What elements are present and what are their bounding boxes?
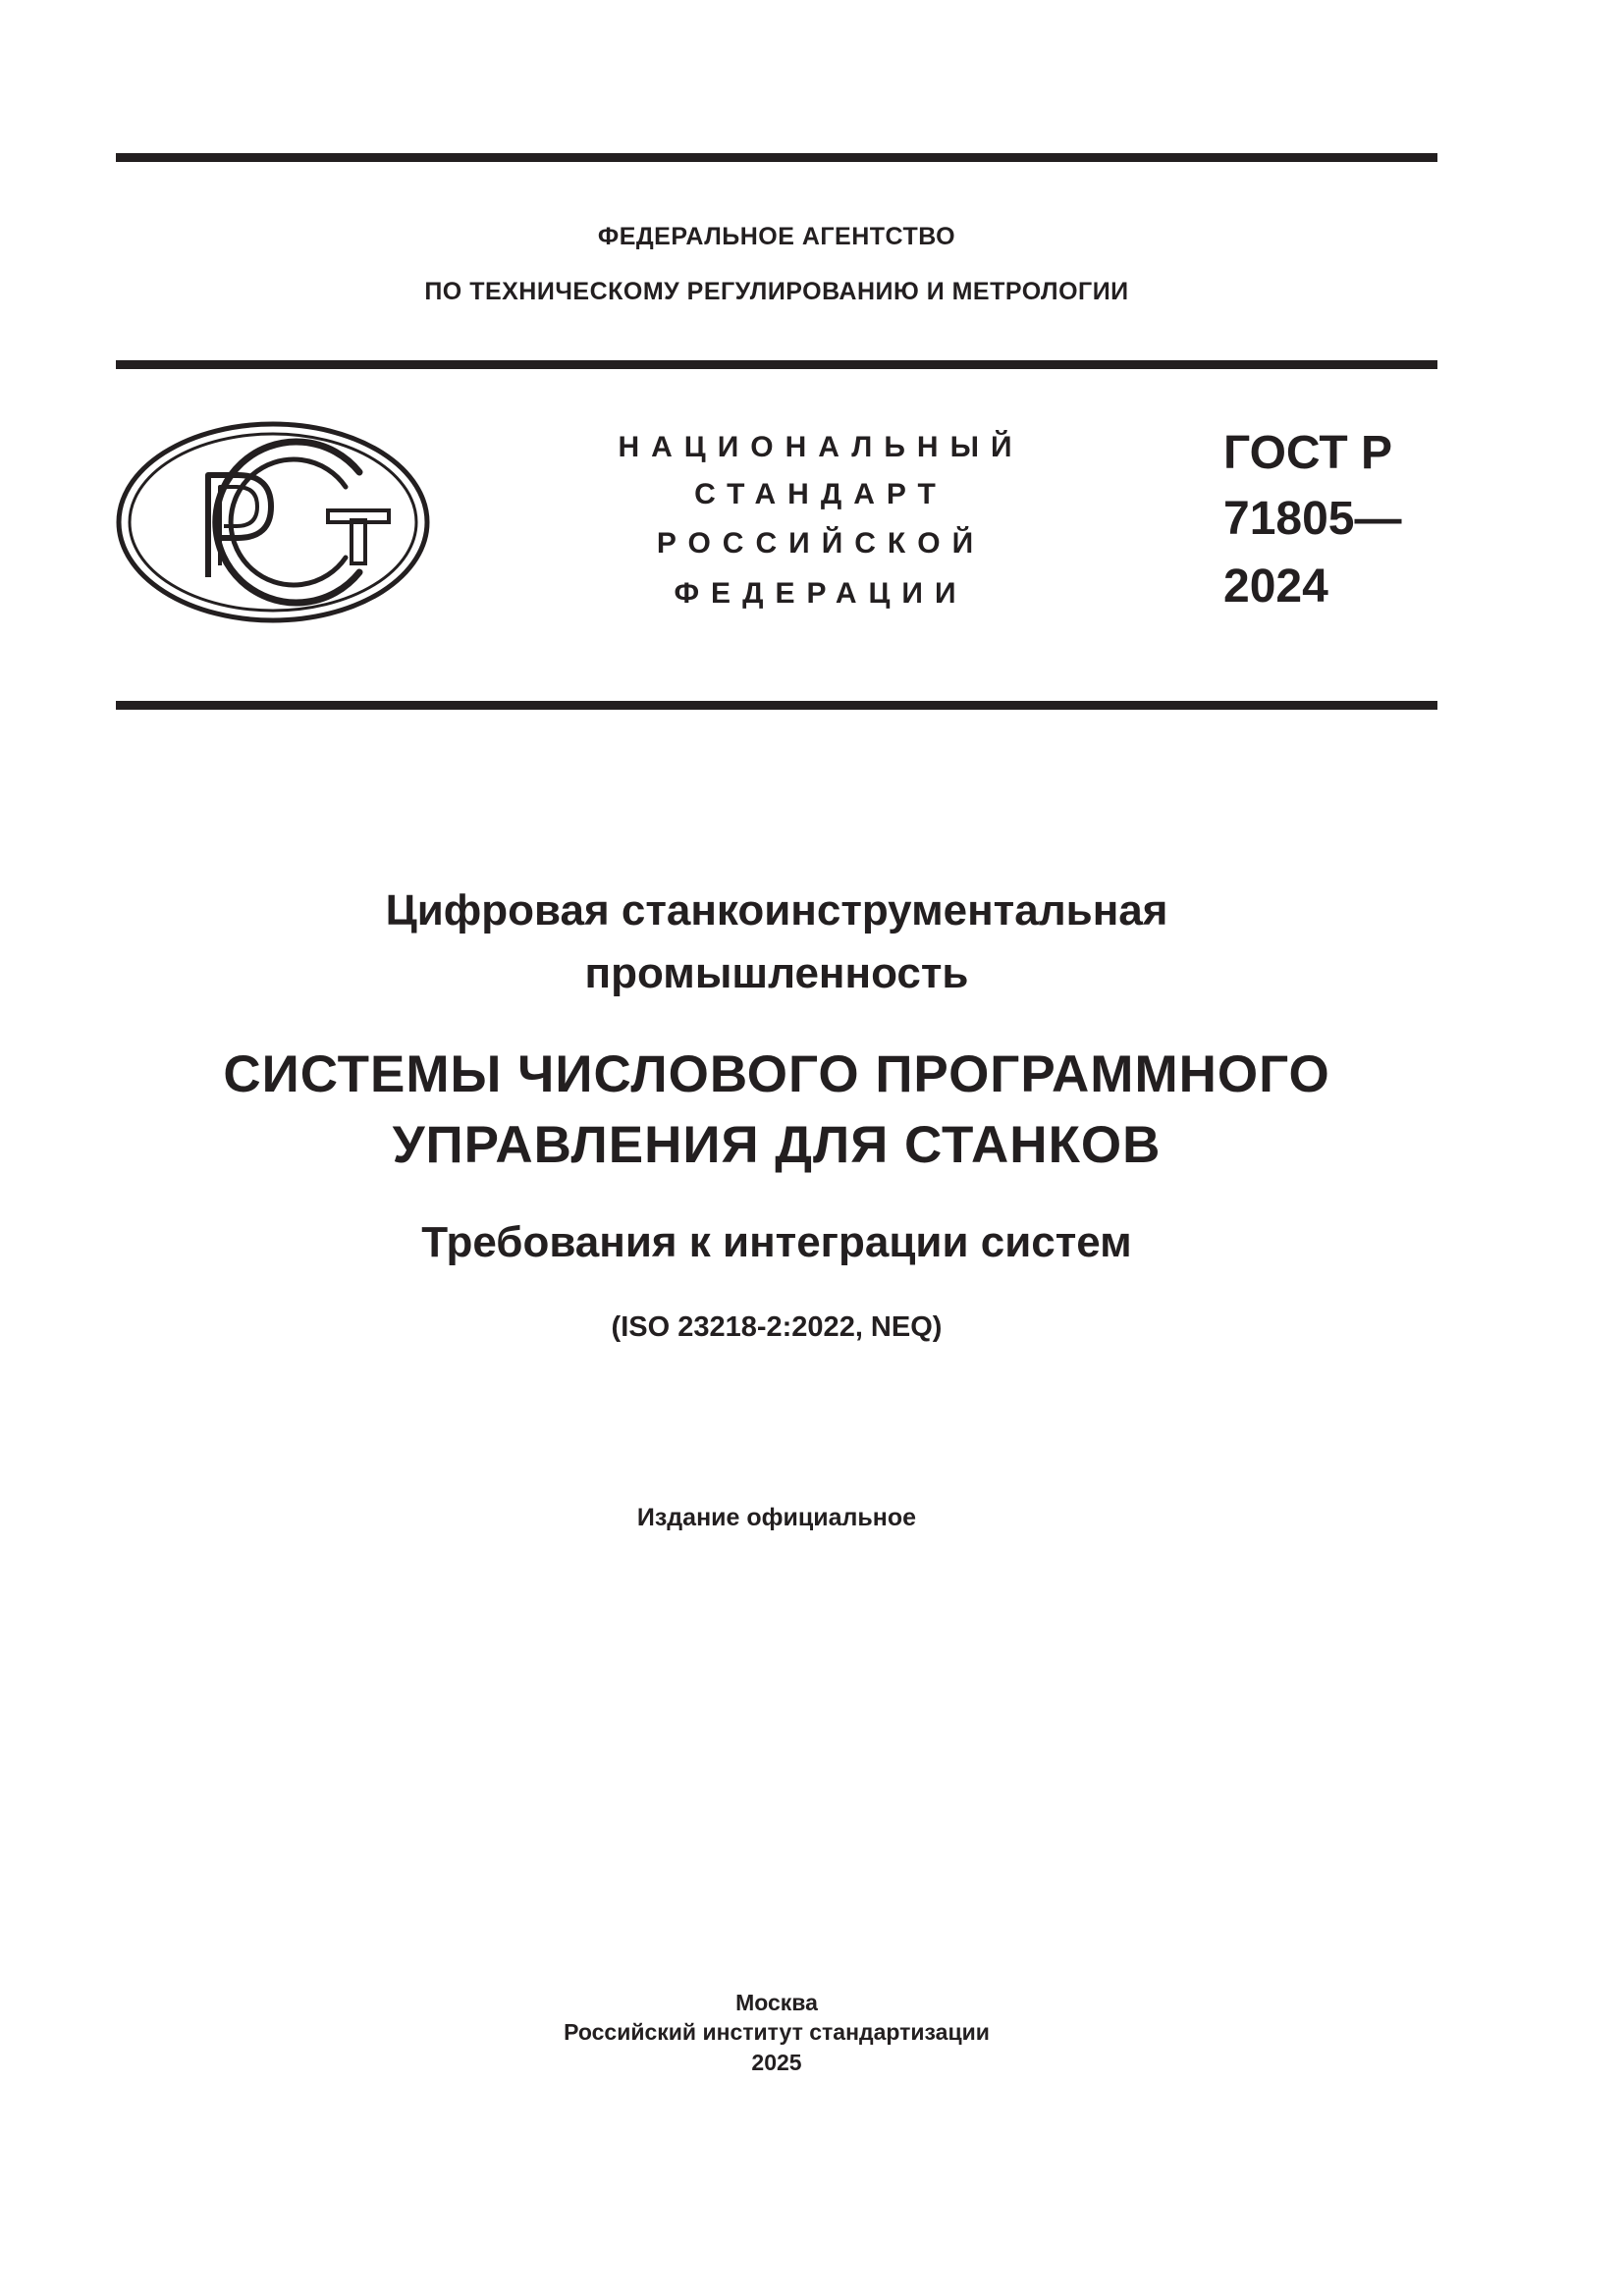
imprint-year: 2025 <box>751 2050 802 2075</box>
title-group-line-1: Цифровая станкоинструментальная <box>385 886 1168 934</box>
national-standard-line-1: НАЦИОНАЛЬНЫЙ <box>618 431 1024 463</box>
subtitle: Требования к интеграции систем <box>421 1218 1132 1266</box>
national-standard-line-3: РОССИЙСКОЙ <box>656 527 986 560</box>
agency-name-line-1: ФЕДЕРАЛЬНОЕ АГЕНТСТВО <box>597 223 956 250</box>
top-divider <box>116 153 1437 162</box>
standard-designation-line-3: 2024 <box>1223 561 1328 613</box>
national-standard-line-4: ФЕДЕРАЦИИ <box>674 577 968 610</box>
edition-label: Издание официальное <box>636 1504 917 1531</box>
rst-certification-logo-icon <box>114 418 432 626</box>
header-divider <box>116 360 1437 369</box>
title-group-line-2: промышленность <box>584 949 969 997</box>
standard-designation-line-2: 71805— <box>1223 493 1402 545</box>
agency-name-line-2: ПО ТЕХНИЧЕСКОМУ РЕГУЛИРОВАНИЮ И МЕТРОЛОГИИ <box>424 278 1129 305</box>
national-standard-line-2: СТАНДАРТ <box>694 478 947 510</box>
imprint-city: Москва <box>735 1990 818 2015</box>
imprint-publisher: Российский институт стандартизации <box>564 2019 990 2045</box>
standard-designation-line-1: ГОСТ Р <box>1223 427 1393 479</box>
main-title-line-1: СИСТЕМЫ ЧИСЛОВОГО ПРОГРАММНОГО <box>223 1045 1330 1103</box>
main-title-line-2: УПРАВЛЕНИЯ ДЛЯ СТАНКОВ <box>392 1116 1162 1174</box>
masthead-bottom-divider <box>116 701 1437 710</box>
iso-reference: (ISO 23218-2:2022, NEQ) <box>611 1311 943 1343</box>
